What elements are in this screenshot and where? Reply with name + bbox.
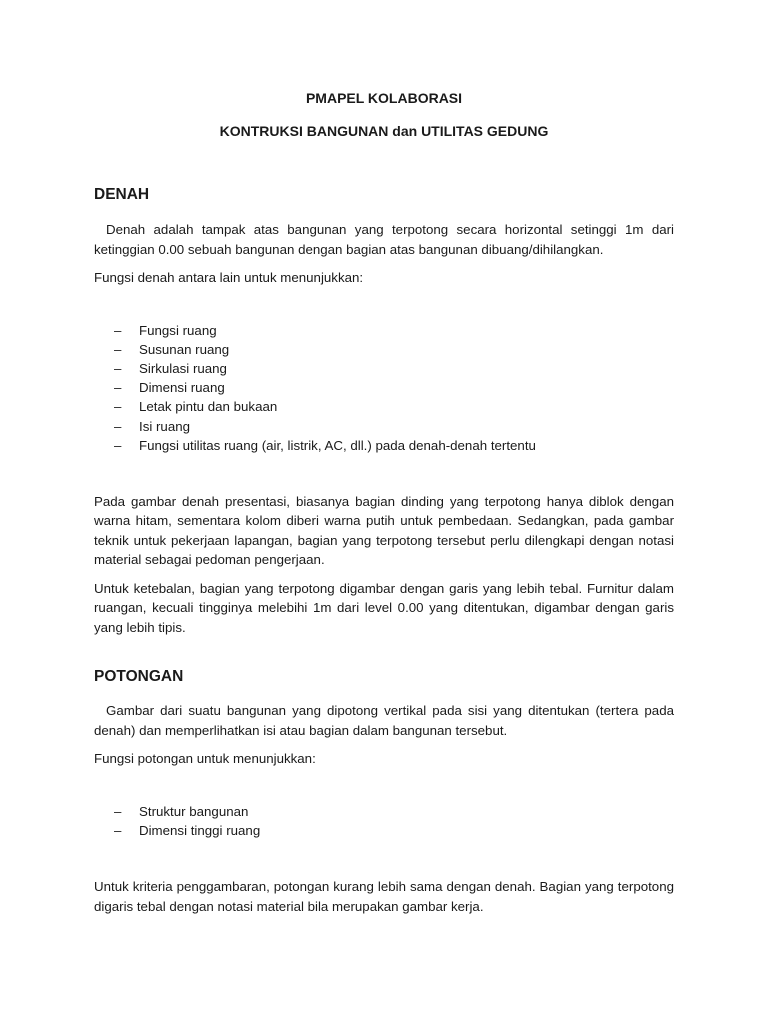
dash-bullet: – (114, 823, 122, 839)
list-item-text: Sirkulasi ruang (139, 360, 227, 376)
document-body (94, 88, 674, 916)
list-item-text: Struktur bangunan (139, 803, 249, 819)
list-item (94, 359, 674, 378)
document-subtitle: KONTRUKSI BANGUNAN dan UTILITAS GEDUNG (219, 123, 549, 139)
dash-bullet: – (114, 360, 122, 376)
dash-bullet: – (114, 437, 122, 453)
list-item (94, 378, 674, 397)
potongan-intro-paragraph: Gambar dari suatu bangunan yang dipotong vertikal pada sisi yang ditentukan (tertera pada denah) dan memperlihatkan isi atau bagian dalam bangunan tersebut. (94, 703, 674, 738)
potongan-kriteria-paragraph: Untuk kriteria penggambaran, potongan kurang lebih sama dengan denah. Bagian yang terpotong digaris tebal dengan notasi material bila merupakan gambar kerja. (94, 879, 674, 914)
section-heading-denah: DENAH (94, 186, 150, 203)
dash-bullet: – (114, 803, 122, 819)
list-item-text: Dimensi ruang (139, 380, 225, 396)
section-heading-potongan: POTONGAN (94, 668, 184, 686)
list-item (94, 802, 674, 821)
dash-bullet: – (114, 380, 122, 396)
denah-fungsi-lead: Fungsi denah antara lain untuk menunjukkan: (94, 270, 364, 285)
dash-bullet: – (114, 322, 122, 338)
list-item-text: Isi ruang (139, 418, 190, 434)
list-item-text: Fungsi ruang (139, 322, 217, 338)
dash-bullet: – (114, 418, 122, 434)
denah-function-list (94, 321, 674, 455)
list-item (94, 340, 674, 359)
denah-ketebalan-paragraph: Untuk ketebalan, bagian yang terpotong digambar dengan garis yang lebih tebal. Furnitur dalam ruangan, kecuali tingginya melebihi 1m dari level 0.00 yang ditentukan, digambar dengan garis yang lebih tipis. (94, 580, 674, 635)
potongan-function-list (94, 802, 674, 840)
denah-presentasi-paragraph: Pada gambar denah presentasi, biasanya bagian dinding yang terpotong hanya diblok dengan warna hitam, sementara kolom diberi warna putih untuk pembedaan. Sedangkan, pada gambar teknik untuk pekerjaan lapangan, bagian yang terpotong tersebut perlu dilengkapi dengan notasi material sebagai pedoman pengerjaan. (94, 493, 674, 568)
list-item (94, 397, 674, 416)
list-item-text: Susunan ruang (139, 341, 230, 357)
dash-bullet: – (114, 399, 122, 415)
document-title: PMAPEL KOLABORASI (305, 90, 463, 106)
list-item-text: Dimensi tinggi ruang (139, 823, 261, 839)
list-item (94, 417, 674, 436)
list-item (94, 821, 674, 840)
list-item (94, 436, 674, 455)
potongan-fungsi-lead: Fungsi potongan untuk menunjukkan: (94, 751, 316, 767)
dash-bullet: – (114, 341, 122, 357)
list-item-text: Letak pintu dan bukaan (139, 399, 278, 415)
list-item-text: Fungsi utilitas ruang (air, listrik, AC, dll.) pada denah-denah tertentu (139, 437, 536, 453)
denah-intro-paragraph: Denah adalah tampak atas bangunan yang terpotong secara horizontal setinggi 1m dari ketinggian 0.00 sebuah bangunan dengan bagian atas bangunan dibuang/dihilangkan. (94, 222, 674, 257)
list-item (94, 321, 674, 340)
